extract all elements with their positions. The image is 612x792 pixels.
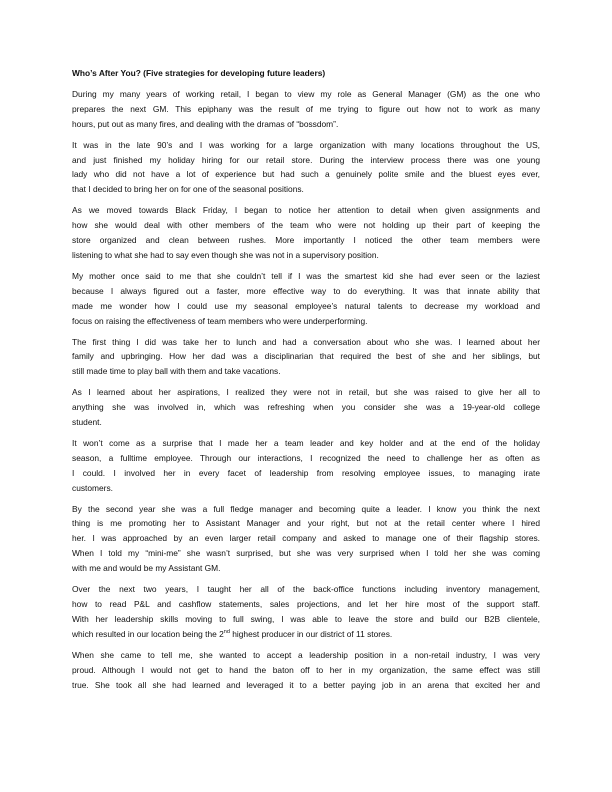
paragraph-2: [72, 138, 540, 198]
paragraph-line: with me and would be my Assistant GM.: [72, 563, 221, 574]
paragraph-line: because I always figured out a faster, more effective way to do everything. It was that innate ability that: [72, 285, 540, 296]
paragraph-line: When I told my “mini-me” she wasn’t surprised, but she was very surprised when I told her she was coming: [72, 548, 540, 559]
paragraph-line: how to read P&L and cashflow statements, sales projections, and let her hire most of the support staff.: [72, 599, 540, 609]
paragraph-line: made me wonder how I could use my seasonal employee’s natural talents to decrease my workload and: [72, 300, 540, 311]
paragraph-line: student.: [72, 417, 102, 428]
paragraph-line: family and upbringing. How her dad was a disciplinarian that required the best of she and her siblings, but: [72, 351, 540, 362]
paragraph-line: I could. I involved her in every facet of leadership from resolving employee issues, to managing irate: [72, 467, 540, 478]
paragraph-line: During my many years of working retail, I began to view my role as General Manager (GM) as the one who: [72, 88, 540, 99]
paragraph-line: It was in the late 90’s and I was working for a large organization with many locations throughout the US,: [72, 139, 540, 150]
paragraph-line: With her leadership skills moving to full swing, I was able to leave the store and build our B2B clientele,: [72, 613, 540, 624]
paragraph-line: her. I was approached by an even larger retail company and asked to manage one of their flagship stores.: [72, 533, 540, 544]
paragraph-line: Over the next two years, I taught her all of the back-office functions including inventory management,: [72, 584, 540, 595]
paragraph-line: proud. Although I would not get to hand the baton off to her in my organization, the same effect was still: [72, 664, 540, 675]
paragraph-line: As we moved towards Black Friday, I began to notice her attention to detail when given assignments and: [72, 205, 540, 216]
paragraph-line: and just finished my holiday hiring for our retail store. During the interview process there was one young: [72, 154, 540, 165]
document-title: Who’s After You? (Five strategies for developing future leaders): [72, 68, 326, 78]
paragraph-line: still made time to play ball with them and take vacations.: [72, 366, 281, 377]
ordinal-superscript: nd: [223, 629, 230, 636]
line-text: highest producer in our district of 11 stores.: [229, 628, 393, 639]
paragraph-line: prepares the next GM. This epiphany was the result of me trying to figure out how not to work as many: [72, 103, 540, 114]
paragraph-line: lady who did not have a lot of experience but had such a genuinely polite smile and the bluest eyes ever,: [72, 169, 540, 180]
paragraph-line: that I decided to bring her on for one of the seasonal positions.: [72, 184, 304, 195]
paragraph-line: how she would deal with other members of the team who were not holding up their part of keeping the: [72, 220, 540, 231]
paragraph-line: anything she was involved in, which was refreshing when you consider she was a 19-year-old college: [72, 402, 540, 413]
paragraph-10: [72, 648, 540, 693]
paragraph-1: [72, 87, 540, 132]
document-page: [72, 66, 540, 698]
paragraph-line: [72, 627, 540, 642]
paragraph-line: store organized and clean between rushes. More importantly I noticed the other team members were: [72, 235, 540, 246]
paragraph-line: customers.: [72, 482, 113, 493]
paragraph-3: [72, 203, 540, 263]
paragraph-4: [72, 269, 540, 329]
paragraph-5: [72, 335, 540, 380]
document-body: [72, 87, 540, 693]
paragraph-line: My mother once said to me that she couldn’t tell if I was the smartest kid she had ever seen or the laziest: [72, 270, 540, 281]
paragraph-line: season, a fulltime employee. Through our interactions, I recognized the need to challenge her as often as: [72, 452, 540, 463]
paragraph-9: [72, 582, 540, 642]
line-text: which resulted in our location being the 2: [72, 628, 224, 639]
paragraph-6: [72, 385, 540, 430]
paragraph-8: [72, 502, 540, 577]
paragraph-line: thing is me promoting her to Assistant Manager and your right, but not at the retail center where I hired: [72, 518, 540, 529]
paragraph-line: It won’t come as a surprise that I made her a team leader and key holder and at the end of the holiday: [72, 437, 540, 448]
paragraph-line: true. She took all she had learned and leveraged it to a better paying job in an arena that excited her and: [72, 679, 540, 690]
paragraph-line: listening to what she had to say even though she was not in a supervisory position.: [72, 249, 379, 260]
paragraph-line: The first thing I did was take her to lunch and had a conversation about who she was. I learned about her: [72, 336, 540, 347]
paragraph-line: As I learned about her aspirations, I realized they were not in retail, but she was raised to give her all to: [72, 387, 540, 398]
paragraph-7: [72, 436, 540, 496]
paragraph-line: By the second year she was a full fledge manager and becoming quite a leader. I know you think the next: [72, 503, 540, 514]
paragraph-line: When she came to tell me, she wanted to accept a leadership position in a non-retail industry, I was very: [72, 649, 540, 660]
paragraph-line: hours, put out as many fires, and dealing with the dramas of “bossdom”.: [72, 118, 339, 129]
paragraph-line: focus on raising the effectiveness of team members who were underperforming.: [72, 315, 368, 326]
